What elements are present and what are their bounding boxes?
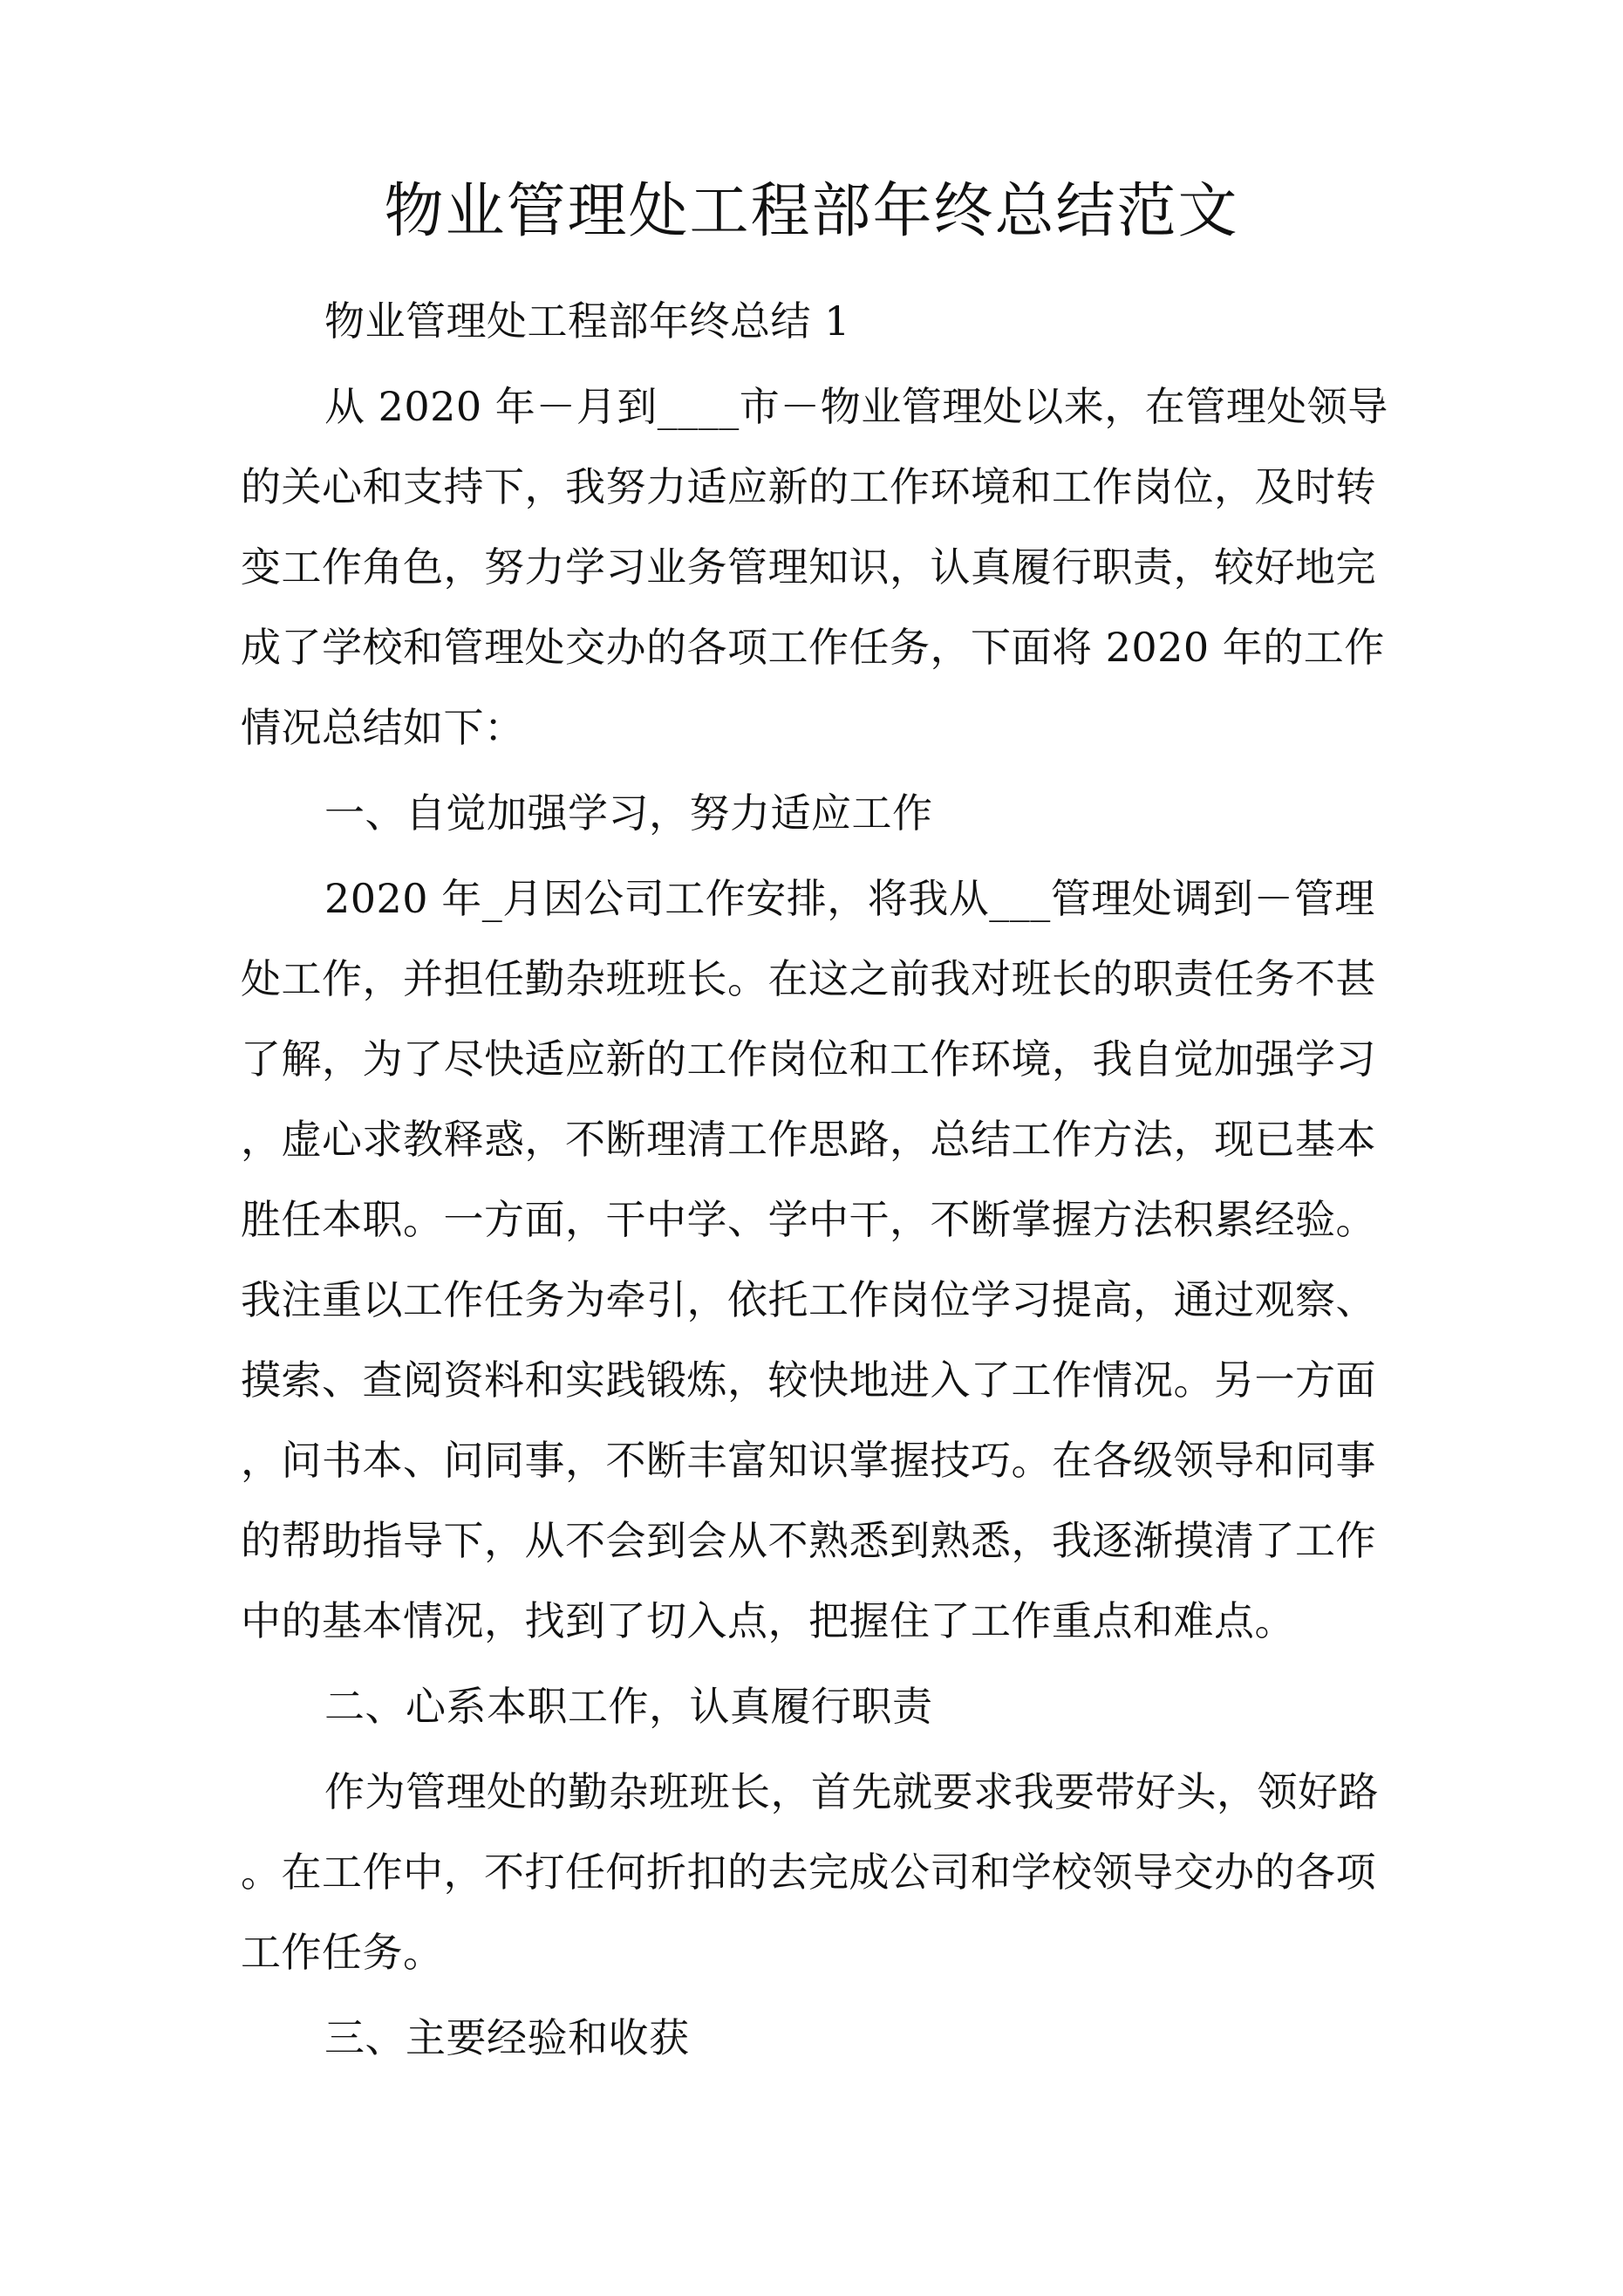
section-heading: 三、主要经验和收获 <box>324 2014 690 2061</box>
paragraph-line: 胜任本职。一方面，干中学、学中干，不断掌握方法积累经验。 <box>241 1196 1376 1243</box>
paragraph-line: 的关心和支持下，我努力适应新的工作环境和工作岗位，及时转 <box>241 463 1376 510</box>
paragraph-line: ，虚心求教释惑，不断理清工作思路，总结工作方法，现已基本 <box>241 1116 1376 1163</box>
paragraph-line: 处工作，并担任勤杂班班长。在这之前我对班长的职责任务不甚 <box>241 955 1376 1002</box>
paragraph-line: 2020 年_月因公司工作安排，将我从___管理处调到－管理 <box>324 875 1375 922</box>
section-heading: 二、心系本职工作，认真履行职责 <box>324 1683 933 1730</box>
paragraph-line: 变工作角色，努力学习业务管理知识，认真履行职责，较好地完 <box>241 543 1376 591</box>
paragraph-line: 我注重以工作任务为牵引，依托工作岗位学习提高，通过观察、 <box>241 1276 1376 1323</box>
paragraph-line: 工作任务。 <box>241 1929 444 1976</box>
paragraph-line: 了解，为了尽快适应新的工作岗位和工作环境，我自觉加强学习 <box>241 1035 1376 1083</box>
section-subtitle: 物业管理处工程部年终总结 1 <box>324 297 850 345</box>
document-title: 物业管理处工程部年终总结范文 <box>384 177 1239 246</box>
paragraph-line: 的帮助指导下，从不会到会从不熟悉到熟悉，我逐渐摸清了工作 <box>241 1517 1376 1564</box>
paragraph-line: 成了学校和管理处交办的各项工作任务，下面将 2020 年的工作 <box>241 624 1385 671</box>
paragraph-line: 情况总结如下： <box>241 704 525 751</box>
paragraph-line: ，问书本、问同事，不断丰富知识掌握技巧。在各级领导和同事 <box>241 1437 1376 1484</box>
paragraph-line: 中的基本情况，找到了切入点，把握住了工作重点和难点。 <box>241 1597 1295 1644</box>
paragraph-line: 。在工作中，不打任何折扣的去完成公司和学校领导交办的各项 <box>241 1848 1376 1896</box>
paragraph-line: 摸索、查阅资料和实践锻炼，较快地进入了工作情况。另一方面 <box>241 1356 1376 1404</box>
paragraph-line: 从 2020 年－月到____市－物业管理处以来，在管理处领导 <box>324 383 1388 430</box>
document-body <box>241 281 1401 2078</box>
section-heading: 一、自觉加强学习，努力适应工作 <box>324 789 933 837</box>
paragraph-line: 作为管理处的勤杂班班长，首先就要求我要带好头，领好路 <box>324 1768 1379 1815</box>
